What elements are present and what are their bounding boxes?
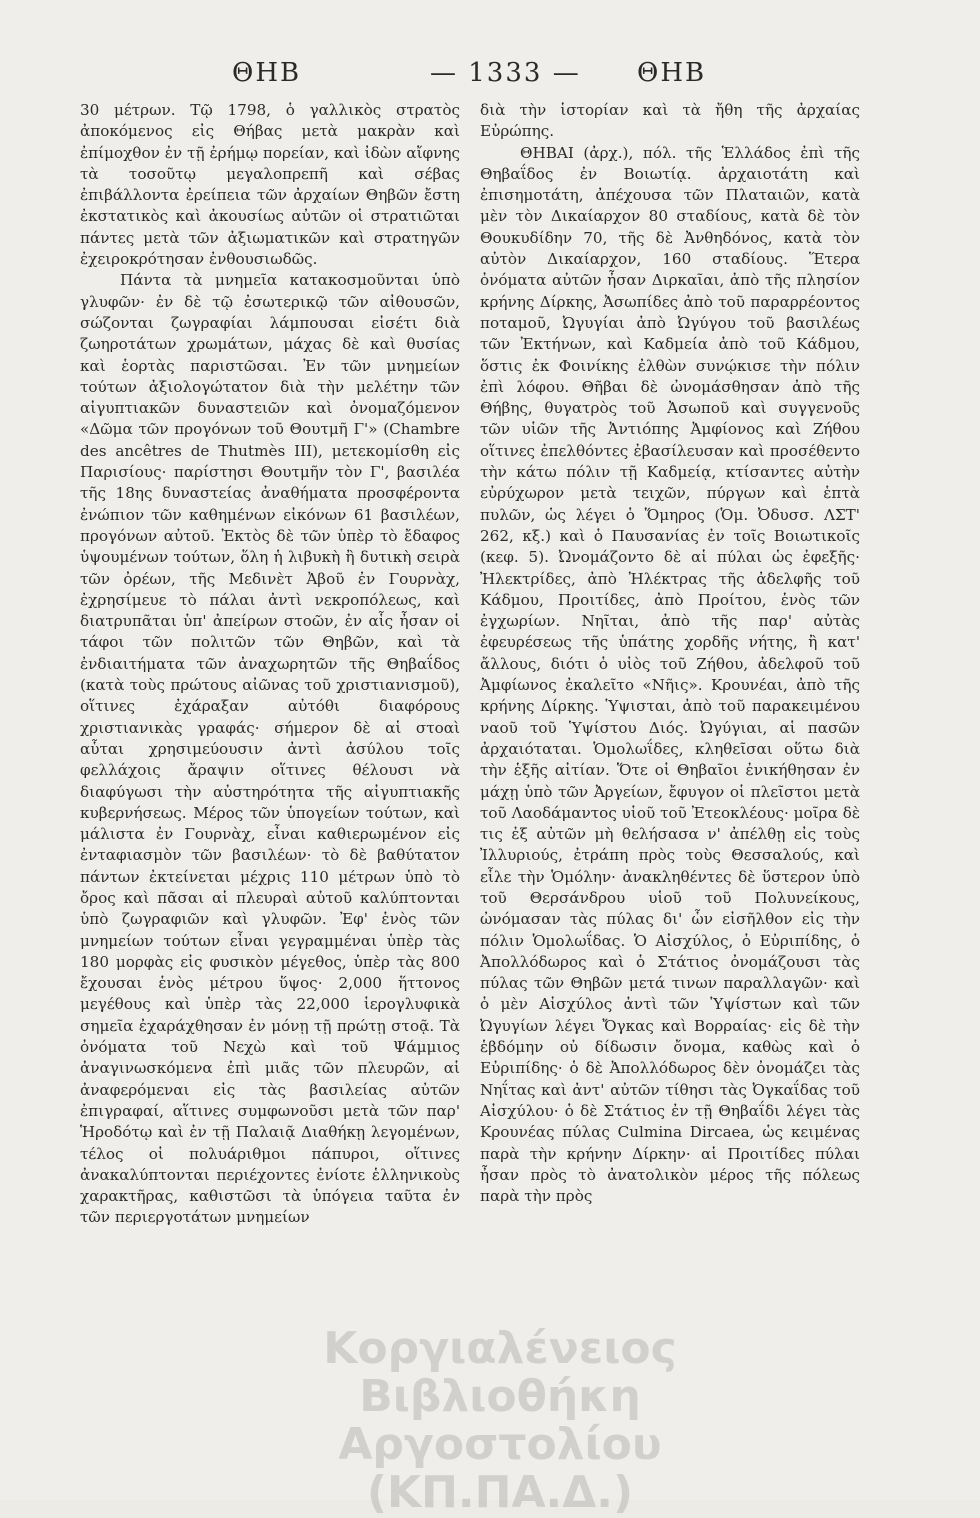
header-left: ΘΗΒ [232, 58, 302, 88]
watermark-line-1: Κοργιαλένειος Βιβλιοθήκη [323, 1323, 677, 1422]
right-column [480, 100, 860, 1207]
left-paragraph-2: Πάντα τὰ μνημεῖα κατακοσμοῦνται ὑπὸ γλυφῶν· ἐν δὲ τῷ ἐσωτερικῷ τῶν αἰθουσῶν, σώζονται ζωγραφίαι λάμπουσαι εἰσέτι διὰ ζωηροτάτων χρωμάτων, μάχας δὲ καὶ θυσίας καὶ ἑορτὰς παριστῶσαι. Ἐν τῶν μνημείων τούτων ἀξιολογώτατον διὰ τὴν μελέτην τῶν αἰγυπτιακῶν δυναστειῶν καὶ ὀνομαζόμενον «Δῶμα τῶν προγόνων τοῦ Θουτμῆ Γ'» (Chambre des ancêtres de Thutmès III), μετεκομίσθη εἰς Παρισίους· παρίστησι Θουτμῆν τὸν Γ', βασιλέα τῆς 18ης δυναστείας ἀναθήματα προσφέροντα ἐνώπιον τῶν καθημένων εἰκόνων 61 βασιλέων, προγόνων αὐτοῦ. Ἐκτὸς δὲ τῶν ὑπὲρ τὸ ἔδαφος ὑψουμένων τούτων, ὅλη ἡ λιβυκὴ ἢ δυτικὴ σειρὰ τῶν ὀρέων, τῆς Μεδινὲτ Ἀβοῦ ἐν Γουρνὰχ, ἐχρησίμευε τὸ πάλαι ἀντὶ νεκροπόλεως, καὶ διατρυπᾶται ὑπ' ἀπείρων στοῶν, ἐν αἷς ἦσαν οἱ τάφοι τῶν πολιτῶν τῶν Θηβῶν, καὶ τὰ ἐνδιαιτήματα τῶν ἀναχωρητῶν τῆς Θηβαΐδος (κατὰ τοὺς πρώτους αἰῶνας τοῦ χριστιανισμοῦ), οἵτινες ἐχάραξαν αὐτόθι διαφόρους χριστιανικὰς γραφάς· σήμερον δὲ αἱ στοαὶ αὗται χρησιμεύουσιν ἀντὶ ἀσύλου τοῖς φελλάχοις ἄραψιν οἵτινες θέλουσι νὰ διαφύγωσι τὴν αὐστηρότητα τῆς αἰγυπτιακῆς κυβερνήσεως. Μέρος τῶν ὑπογείων τούτων, καὶ μάλιστα ἐν Γουρνὰχ, εἶναι καθιερωμένον εἰς ἐνταφιασμὸν τῶν βασιλέων· τὸ δὲ βαθύτατον πάντων ἐκτείνεται μέχρις 110 μέτρων ὑπὸ τὸ ὄρος καὶ πᾶσαι αἱ πλευραὶ αὐτοῦ καλύπτονται ὑπὸ ζωγραφιῶν καὶ γλυφῶν. Ἐφ' ἑνὸς τῶν μνημείων τούτων εἶναι γεγραμμέναι ὑπὲρ τὰς 180 μορφὰς εἰς φυσικὸν μέγεθος, ὑπὲρ τὰς 800 ἔχουσαι ἑνὸς μέτρου ὕψος· 2,000 ἥττονος μεγέθους καὶ ὑπὲρ τὰς 22,000 ἱερογλυφικὰ σημεῖα ἐχαράχθησαν ἐν μόνῃ τῇ πρώτῃ στοᾷ. Τὰ ὀνόματα τοῦ Νεχὼ καὶ τοῦ Ψάμμιος ἀναγινωσκόμενα ἐπὶ μιᾶς τῶν πλευρῶν, αἱ ἀναφερόμεναι εἰς τὰς βασιλείας αὐτῶν ἐπιγραφαί, αἵτινες συμφωνοῦσι μετὰ τῶν παρ' Ἡροδότῳ καὶ ἐν τῇ Παλαιᾷ Διαθήκῃ λεγομένων, τέλος οἱ πολυάριθμοι πάπυροι, οἵτινες ἀνακαλύπτονται περιέχοντες ἐνίοτε ἑλληνικοὺς χαρακτῆρας, καθιστῶσι τὰ ὑπόγεια ταῦτα ἐν τῶν περιεργοτάτων μνημείων [80, 271, 460, 1227]
left-column [80, 100, 460, 1229]
page-number: — 1333 — [430, 58, 581, 88]
left-paragraph-1: 30 μέτρων. Τῷ 1798, ὁ γαλλικὸς στρατὸς ἀποκόμενος εἰς Θήβας μετὰ μακρὰν καὶ ἐπίμοχθον ἐν τῇ ἐρήμῳ πορείαν, καὶ ἰδὼν αἴφνης τὰ τοσοῦτῳ μεγαλοπρεπῆ καὶ σέβας ἐπιβάλλοντα ἐρείπεια τῶν ἀρχαίων Θηβῶν ἔστη ἐκστατικὸς καὶ ἀκουσίως αὐτῶν οἱ στρατιῶται πάντες μετὰ τῶν ἀξιωματικῶν καὶ στρατηγῶν ἐχειροκρότησαν ἐνθουσιωδῶς. [80, 101, 460, 269]
library-watermark [220, 1325, 780, 1517]
watermark-line-2: Αργοστολίου (ΚΠ.ΠΑ.Δ.) [338, 1419, 662, 1518]
header-right: ΘΗΒ [637, 58, 707, 88]
page-header [0, 58, 980, 98]
right-paragraph-2: ΘΗΒΑΙ (ἀρχ.), πόλ. τῆς Ἑλλάδος ἐπὶ τῆς Θηβαΐδος ἐν Βοιωτίᾳ. ἀρχαιοτάτη καὶ ἐπισημοτάτη, ἀπέχουσα τῶν Πλαταιῶν, κατὰ μὲν τὸν Δικαίαρχον 80 σταδίους, κατὰ δὲ τὸν Θουκυδίδην 70, τῆς δὲ Ἀνθηδόνος, κατὰ τὸν αὐτὸν Δικαίαρχον, 160 σταδίους. Ἕτερα ὀνόματα αὐτῶν ἦσαν Διρκαῖαι, ἀπὸ τῆς πλησίον κρήνης Δίρκης, Ἀσωπίδες ἀπὸ τοῦ παραρρέοντος ποταμοῦ, Ὠγυγίαι ἀπὸ Ὠγύγου τοῦ βασιλέως τῶν Ἐκτήνων, καὶ Καδμεία ἀπὸ τοῦ Κάδμου, ὅστις ἐκ Φοινίκης ἐλθὼν συνῴκισε τὴν πόλιν ἐπὶ λόφου. Θῆβαι δὲ ὠνομάσθησαν ἀπὸ τῆς Θήβης, θυγατρὸς τοῦ Ἀσωποῦ καὶ συγγενοῦς τῶν υἱῶν τῆς Ἀντιόπης Ἀμφίονος καὶ Ζήθου οἵτινες ἐπελθόντες ἐβασίλευσαν καὶ προσέθεντο τὴν κάτω πόλιν τῇ Καδμείᾳ, κτίσαντες αὐτὴν εὐρύχωρον μετὰ τειχῶν, πύργων καὶ ἑπτὰ πυλῶν, ὡς λέγει ὁ Ὅμηρος (Ὁμ. Ὀδυσσ. ΛΣΤ' 262, κξ.) καὶ ὁ Παυσανίας ἐν τοῖς Βοιωτικοῖς (κεφ. 5). Ὠνομάζοντο δὲ αἱ πύλαι ὡς ἐφεξῆς· Ἠλεκτρίδες, ἀπὸ Ἠλέκτρας τῆς ἀδελφῆς τοῦ Κάδμου, Προιτίδες, ἀπὸ Προίτου, ἑνὸς τῶν ἐγχωρίων. Νηῖται, ἀπὸ τῆς παρ' αὐτὰς ἐφευρέσεως τῆς ὑπάτης χορδῆς νήτης, ἢ κατ' ἄλλους, διότι ὁ υἱὸς τοῦ Ζήθου, ἀδελφοῦ τοῦ Ἀμφίωνος ἐκαλεῖτο «Νῆις». Κρουνέαι, ἀπὸ τῆς κρήνης Δίρκης. Ὑψισται, ἀπὸ τοῦ παρακειμένου ναοῦ τοῦ Ὑψίστου Διός. Ὠγύγιαι, αἱ πασῶν ἀρχαιόταται. Ὁμολωΐδες, κληθεῖσαι οὕτω διὰ τὴν ἑξῆς αἰτίαν. Ὅτε οἱ Θηβαῖοι ἐνικήθησαν ἐν μάχῃ ὑπὸ τῶν Ἀργείων, ἔφυγον οἱ πλεῖστοι μετὰ τοῦ Λαοδάμαντος υἱοῦ τοῦ Ἐτεοκλέους· μοῖρα δὲ τις ἐξ αὐτῶν μὴ θελήσασα ν' ἀπέλθῃ εἰς τοὺς Ἰλλυριούς, ἐτράπη πρὸς τοὺς Θεσσαλούς, καὶ εἷλε τὴν Ὁμόλην· ἀνακληθέντες δὲ ὕστερον ὑπὸ τοῦ Θερσάνδρου υἱοῦ τοῦ Πολυνείκους, ὠνόμασαν τὰς πύλας δι' ὧν εἰσῆλθον εἰς τὴν πόλιν Ὁμολωΐδας. Ὁ Αἰσχύλος, ὁ Εὐριπίδης, ὁ Ἀπολλόδωρος καὶ ὁ Στάτιος ὀνομάζουσι τὰς πύλας τῶν Θηβῶν μετά τινων παραλλαγῶν· καὶ ὁ μὲν Αἰσχύλος ἀντὶ τῶν Ὑψίστων καὶ τῶν Ὠγυγίων λέγει Ὄγκας καὶ Βορραίας· εἰς δὲ τὴν ἑβδόμην οὐ δίδωσιν ὄνομα, καθὼς καὶ ὁ Εὐριπίδης· ὁ δὲ Ἀπολλόδωρος δὲν ὀνομάζει τὰς Νηΐτας καὶ ἀντ' αὐτῶν τίθησι τὰς Ὀγκαΐδας τοῦ Αἰσχύλου· ὁ δὲ Στάτιος ἐν τῇ Θηβαΐδι λέγει τὰς Κρουνέας πύλας Culmina Dircaea, ὡς κειμένας παρὰ τὴν κρήνην Δίρκην· αἱ Προιτίδες πύλαι ἦσαν πρὸς τὸ ἀνατολικὸν μέρος τῆς πόλεως παρὰ τὴν πρὸς [480, 143, 860, 1206]
right-paragraph-1: διὰ τὴν ἱστορίαν καὶ τὰ ἤθη τῆς ἀρχαίας Εὐρώπης. [480, 101, 860, 141]
